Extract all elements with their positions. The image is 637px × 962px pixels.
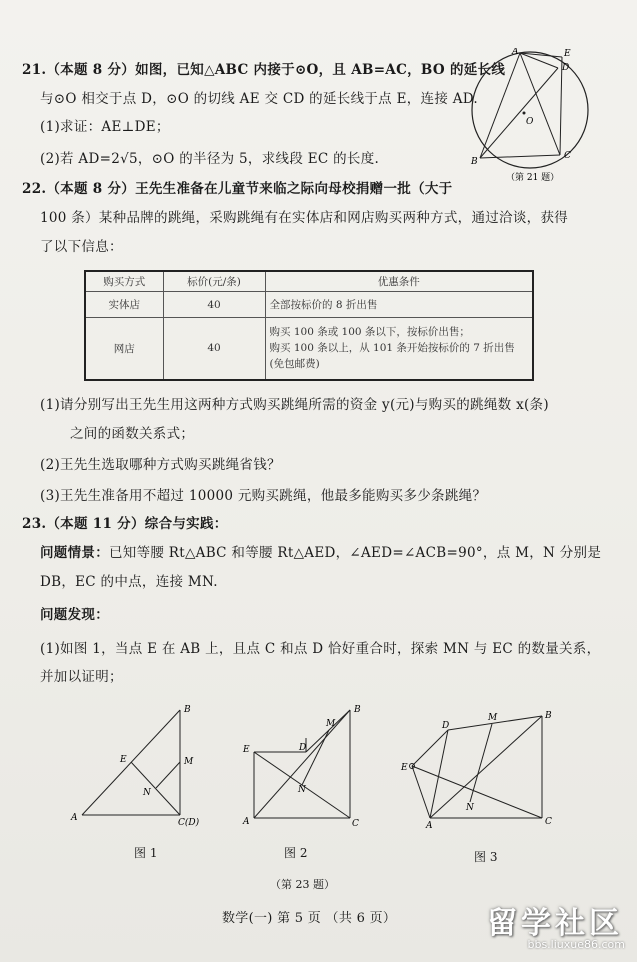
table-cell-store: 实体店 bbox=[85, 292, 163, 318]
fig3-label-c: C bbox=[545, 817, 552, 827]
table-cell-store-price: 40 bbox=[163, 292, 265, 318]
q23-line1: 23.（本题 11 分）综合与实践： bbox=[22, 516, 228, 532]
q21-figure bbox=[462, 48, 612, 183]
table-cell-online-discount bbox=[265, 318, 533, 380]
watermark-url: bbs.liuxue86.com bbox=[527, 938, 625, 951]
fig2-caption: 图 2 bbox=[284, 846, 308, 860]
q23-scene-line1: 已知等腰 Rt△ABC 和等腰 Rt△AED，∠AED=∠ACB=90°，点 M，N 分别是 bbox=[109, 545, 602, 561]
q21-label-e: E bbox=[564, 49, 571, 59]
q22-line2: 100 条）某种品牌的跳绳，采购跳绳有在实体店和网店购买两种方式，通过洽谈，获得 bbox=[40, 210, 569, 226]
q22-part1b: 之间的函数关系式； bbox=[70, 426, 195, 442]
q21-line1: 21.（本题 8 分）如图，已知△ABC 内接于⊙O，且 AB=AC，BO 的延长线 bbox=[22, 62, 506, 78]
table-cell-store-discount: 全部按标价的 8 折出售 bbox=[265, 292, 533, 318]
q21-line2: 与⊙O 相交于点 D，⊙O 的切线 AE 交 CD 的延长线于点 E，连接 AD. bbox=[40, 91, 478, 107]
price-table bbox=[84, 270, 534, 381]
fig1-label-b: B bbox=[184, 705, 191, 715]
fig2-label-c: C bbox=[352, 819, 359, 829]
fig2-label-n: N bbox=[298, 785, 306, 795]
q23-figure-1 bbox=[68, 700, 218, 830]
q23-figure-2 bbox=[234, 700, 374, 830]
q21-part1: (1)求证：AE⊥DE； bbox=[40, 119, 170, 135]
q23-scene bbox=[40, 544, 601, 562]
table-header-price: 标价(元/条) bbox=[163, 271, 265, 292]
q22-line1: 22.（本题 8 分）王先生准备在儿童节来临之际向母校捐赠一批（大于 bbox=[22, 181, 453, 197]
q23-scene-title: 问题情景： bbox=[40, 545, 109, 561]
table-header-method: 购买方式 bbox=[85, 271, 163, 292]
q22-part2: (2)王先生选取哪种方式购买跳绳省钱？ bbox=[40, 457, 281, 473]
fig3-caption: 图 3 bbox=[474, 850, 498, 864]
fig2-label-e: E bbox=[243, 745, 250, 755]
page-footer: 数学(一) 第 5 页 （共 6 页） bbox=[222, 911, 397, 926]
fig1-label-n: N bbox=[143, 788, 151, 798]
fig3-label-n: N bbox=[466, 803, 474, 813]
table-header-discount: 优惠条件 bbox=[265, 271, 533, 292]
fig1-caption: 图 1 bbox=[134, 846, 158, 860]
fig3-label-b: B bbox=[545, 711, 552, 721]
table-cell-online-price: 40 bbox=[163, 318, 265, 380]
q21-caption: （第 21 题） bbox=[506, 173, 560, 183]
q21-label-a: A bbox=[512, 48, 519, 57]
fig2-label-m: M bbox=[326, 719, 336, 729]
q23-found-title: 问题发现： bbox=[40, 607, 109, 623]
site-watermark bbox=[477, 892, 637, 962]
q22-line3: 了以下信息： bbox=[40, 239, 123, 255]
q23-figure-3 bbox=[400, 700, 560, 830]
q23-part1b: 并加以证明； bbox=[40, 669, 123, 685]
fig1-label-e: E bbox=[120, 755, 127, 765]
q21-label-c: C bbox=[564, 151, 571, 161]
online-discount-line1: 购买 100 条或 100 条以下，按标价出售； bbox=[269, 326, 470, 339]
fig1-label-m: M bbox=[184, 757, 194, 767]
online-discount-line2: 购买 100 条以上，从 101 条开始按标价的 7 折出售 bbox=[269, 342, 515, 355]
fig2-label-b: B bbox=[354, 705, 361, 715]
q21-label-o: O bbox=[526, 117, 534, 127]
q23-caption: （第 23 题） bbox=[270, 878, 335, 891]
fig3-label-a: A bbox=[426, 821, 433, 830]
fig3-label-m: M bbox=[488, 713, 498, 723]
q22-part1a: (1)请分别写出王先生用这两种方式购买跳绳所需的资金 y(元)与购买的跳绳数 x(条) bbox=[40, 397, 549, 413]
q23-part1a: (1)如图 1，当点 E 在 AB 上，且点 C 和点 D 恰好重合时，探索 MN 与 EC 的数量关系， bbox=[40, 641, 601, 657]
q22-part3: (3)王先生准备用不超过 10000 元购买跳绳，他最多能购买多少条跳绳？ bbox=[40, 488, 487, 504]
online-discount-line3: (免包邮费) bbox=[269, 358, 320, 371]
fig3-label-e: E bbox=[401, 763, 408, 773]
fig2-label-a: A bbox=[243, 817, 250, 827]
fig3-label-d: D bbox=[442, 721, 450, 731]
q21-part2: (2)若 AD=2√5，⊙O 的半径为 5，求线段 EC 的长度. bbox=[40, 151, 380, 167]
q21-label-d: D bbox=[562, 63, 570, 73]
fig1-label-c: C(D) bbox=[178, 818, 200, 828]
table-cell-online: 网店 bbox=[85, 318, 163, 380]
q21-label-b: B bbox=[471, 157, 478, 167]
fig2-label-d: D bbox=[299, 743, 307, 753]
watermark-title: 留学社区 bbox=[487, 906, 623, 941]
fig1-label-a: A bbox=[71, 813, 78, 823]
q23-scene-line2: DB，EC 的中点，连接 MN. bbox=[40, 574, 218, 590]
